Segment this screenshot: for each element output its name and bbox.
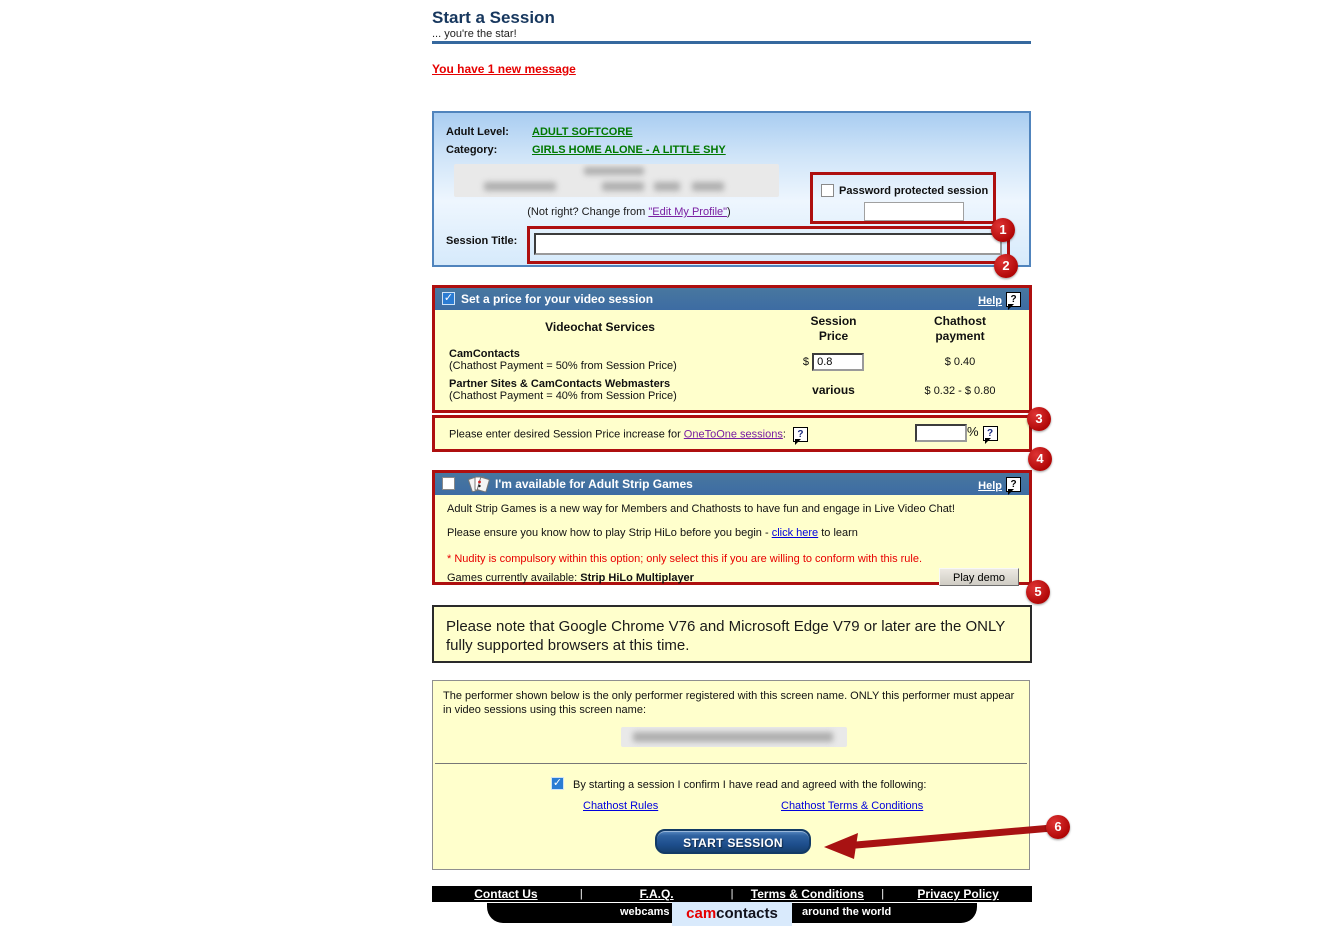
row1-service-name: CamContacts: [449, 348, 520, 360]
games-available-line: Games currently available: Strip HiLo Multiplayer: [447, 572, 694, 584]
table-row: [449, 348, 677, 372]
annotation-badge-3: 3: [1027, 407, 1051, 431]
password-protected-checkbox[interactable]: [821, 184, 834, 197]
adult-level-link[interactable]: ADULT SOFTCORE: [532, 126, 633, 138]
help-balloon-icon[interactable]: ?: [983, 426, 998, 441]
strip-games-title: I'm available for Adult Strip Games: [495, 477, 693, 491]
edit-profile-link[interactable]: "Edit My Profile": [648, 206, 728, 218]
header-divider: [432, 41, 1031, 44]
onetoone-price-section: [432, 415, 1032, 452]
row1-service-note: (Chathost Payment = 50% from Session Price): [449, 360, 677, 372]
not-right-suffix: ): [727, 206, 731, 218]
play-demo-button[interactable]: Play demo: [939, 568, 1019, 586]
strip-games-line1: Adult Strip Games is a new way for Members and Chathosts to have fun and engage in Live Video Chat!: [447, 503, 955, 515]
footer-link-faq[interactable]: F.A.Q.: [639, 887, 674, 901]
chathost-payment-column-header: Chathost payment: [934, 314, 986, 343]
agreement-label: By starting a session I confirm I have read and agreed with the following:: [573, 779, 927, 791]
game-name: Strip HiLo Multiplayer: [580, 572, 694, 584]
adult-level-label: Adult Level:: [446, 126, 509, 138]
footer-links-bar: [432, 886, 1032, 902]
strip-games-line2: Please ensure you know how to play Strip HiLo before you begin - click here to learn: [447, 527, 858, 539]
performer-notice: The performer shown below is the only performer registered with this screen name. ONLY this performer must appear in video sessions using this screen name:: [443, 690, 1015, 716]
percent-sign: %: [967, 424, 979, 439]
start-session-button[interactable]: START SESSION: [655, 829, 811, 854]
row1-payment: $ 0.40: [944, 356, 976, 368]
set-price-checkbox[interactable]: ✓: [443, 292, 454, 304]
row2-service-name: Partner Sites & CamContacts Webmasters: [449, 378, 671, 390]
price-section-title: Set a price for your video session: [461, 292, 654, 306]
row2-price-text: various: [812, 383, 855, 397]
help-balloon-icon[interactable]: ?: [1006, 292, 1021, 307]
logo-contacts-part: contacts: [716, 905, 778, 922]
annotation-badge-6: 6: [1046, 815, 1070, 839]
footer-link-terms[interactable]: Terms & Conditions: [750, 887, 864, 901]
strip-games-section: [432, 470, 1032, 585]
section-divider: [435, 763, 1027, 764]
percent-increase-input[interactable]: [915, 424, 967, 442]
annotation-arrow: [820, 812, 1065, 860]
row2-payment: $ 0.32 - $ 0.80: [924, 385, 996, 397]
session-title-input[interactable]: [534, 233, 1002, 255]
strip-games-help-link[interactable]: Help: [978, 480, 1002, 492]
strip-games-header: [435, 473, 1029, 495]
session-price-input[interactable]: [812, 353, 864, 371]
page-title: Start a Session: [432, 8, 555, 27]
click-here-link[interactable]: click here: [771, 527, 819, 539]
footer-link-privacy[interactable]: Privacy Policy: [917, 887, 999, 901]
not-right-prefix: (Not right? Change from: [527, 206, 649, 218]
footer-logo-bar: [487, 903, 977, 923]
redacted-performer-name: [621, 727, 847, 747]
session-title-label: Session Title:: [446, 235, 518, 247]
around-the-world-label: around the world: [802, 906, 892, 918]
table-row: [449, 378, 677, 402]
strip-games-checkbox[interactable]: [442, 477, 455, 490]
chathost-terms-link[interactable]: Chathost Terms & Conditions: [781, 800, 924, 812]
services-column-header: Videochat Services: [545, 320, 655, 334]
currency-symbol: $: [802, 355, 810, 368]
price-section: [432, 285, 1032, 413]
annotation-badge-4: 4: [1028, 447, 1052, 471]
onetoone-label: Please enter desired Session Price increase for OneToOne sessions: ?: [449, 427, 808, 442]
annotation-badge-5: 5: [1026, 580, 1050, 604]
logo-cam-part: cam: [686, 905, 717, 922]
footer-link-contact-us[interactable]: Contact Us: [474, 887, 538, 901]
row1-price-cell: [771, 353, 896, 371]
onetoone-sessions-link[interactable]: OneToOne sessions: [683, 428, 783, 441]
annotation-badge-2: 2: [994, 254, 1018, 278]
footer-separator: |: [881, 888, 885, 900]
camcontacts-logo[interactable]: [672, 902, 792, 926]
help-balloon-icon[interactable]: ?: [793, 427, 808, 442]
page-subtitle: ... you're the star!: [432, 28, 517, 40]
category-label: Category:: [446, 144, 498, 156]
onetoone-input-group: [915, 424, 998, 442]
password-protected-label: Password protected session: [839, 185, 989, 197]
redacted-profile-summary: [454, 164, 779, 197]
chathost-rules-link[interactable]: Chathost Rules: [583, 800, 659, 812]
footer-separator: |: [730, 888, 734, 900]
session-price-column-header: Session Price: [810, 314, 857, 343]
category-link[interactable]: GIRLS HOME ALONE - A LITTLE SHY: [532, 144, 726, 156]
help-balloon-icon[interactable]: ?: [1006, 477, 1021, 492]
password-input[interactable]: [864, 202, 964, 221]
password-protected-group: [810, 172, 996, 224]
price-section-header: [435, 288, 1029, 310]
annotation-badge-1: 1: [991, 218, 1015, 242]
webcams-label: webcams: [620, 906, 670, 918]
not-right-line: [474, 206, 784, 218]
row2-service-note: (Chathost Payment = 40% from Session Price): [449, 390, 677, 402]
new-message-link[interactable]: You have 1 new message: [432, 62, 576, 76]
agreement-checkbox[interactable]: ✓: [552, 777, 563, 789]
browser-support-note: Please note that Google Chrome V76 and Microsoft Edge V79 or later are the ONLY fully supported browsers at this time.: [432, 605, 1032, 663]
footer-separator: |: [579, 888, 583, 900]
price-help-link[interactable]: Help: [978, 295, 1002, 307]
nudity-warning: * Nudity is compulsory within this option; only select this if you are willing to conform with this rule.: [447, 553, 923, 565]
session-title-annotation-box: [527, 226, 1010, 264]
playing-cards-icon: [467, 474, 491, 494]
session-settings-panel: [432, 111, 1031, 267]
